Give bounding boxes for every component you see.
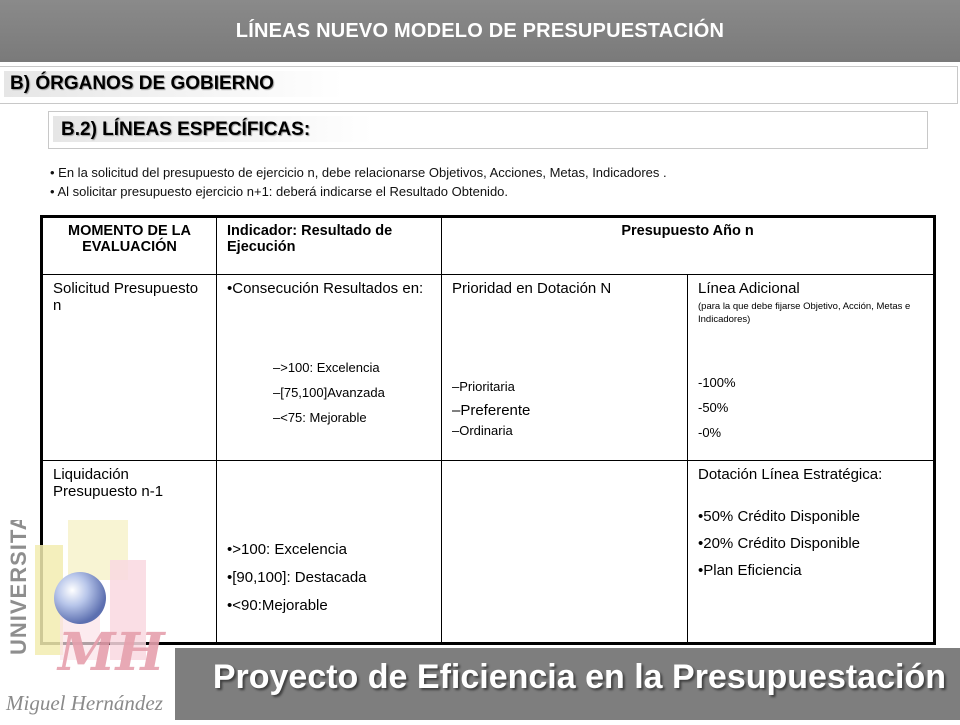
list-item: •[90,100]: Destacada — [227, 569, 367, 586]
logo-graphic — [0, 520, 175, 720]
momento-text: Liquidación Presupuesto n-1 — [53, 466, 164, 500]
momento-text: Solicitud Presupuesto n — [53, 280, 199, 314]
prioridad-title: Prioridad en Dotación N — [452, 280, 612, 297]
list-item: •50% Crédito Disponible — [698, 508, 861, 525]
logo-vertical-text: UNIVERSITAS — [6, 520, 31, 655]
cell-dotacion-linea — [688, 461, 935, 644]
logo-mark: MH — [58, 622, 165, 683]
list-item: –Prioritaria — [452, 379, 515, 394]
list-item: •<90:Mejorable — [227, 597, 328, 614]
list-item: •>100: Excelencia — [227, 541, 347, 558]
page-title: LÍNEAS NUEVO MODELO DE PRESUPUESTACIÓN — [235, 19, 725, 42]
cell-momento-solicitud — [42, 275, 217, 461]
bullet-item: • Al solicitar presupuesto ejercicio n+1: deberá indicarse el Resultado Obtenido. — [50, 184, 509, 199]
header-momento: MOMENTO DE LA EVALUACIÓN — [42, 217, 217, 275]
linea-title: Línea Adicional — [698, 280, 800, 297]
table-header-row — [42, 217, 935, 275]
indicador-list — [227, 355, 431, 430]
logo-name: Miguel Hernández — [6, 691, 163, 715]
list-item: •Plan Eficiencia — [698, 562, 802, 579]
linea-list — [698, 370, 923, 445]
list-item: –Preferente — [452, 402, 531, 419]
bullet-text: En la solicitud del presupuesto de ejercicio n, debe relacionarse Objetivos, Acciones, Metas, Indicadores . — [58, 165, 667, 180]
indicador-list — [227, 536, 431, 620]
section-b-box — [0, 66, 958, 104]
section-b2-box — [48, 111, 928, 149]
linea-note: (para la que debe fijarse Objetivo, Acción, Metas e Indicadores) — [698, 301, 911, 325]
cell-indicador-solicitud — [217, 275, 442, 461]
list-item: •20% Crédito Disponible — [698, 535, 861, 552]
dotacion-list — [698, 503, 923, 584]
section-b-title: B) ÓRGANOS DE GOBIERNO — [10, 73, 274, 94]
footer-bar — [175, 648, 960, 720]
list-item: -100% — [698, 375, 736, 390]
cell-prioridad — [442, 275, 688, 461]
list-item: -50% — [698, 400, 729, 415]
header-presupuesto: Presupuesto Año n — [442, 217, 935, 275]
intro-bullets — [50, 163, 930, 201]
cell-linea-adicional — [688, 275, 935, 461]
list-item: –Ordinaria — [452, 423, 513, 438]
cell-indicador-liquidacion — [217, 461, 442, 644]
list-item: –>100: Excelencia — [273, 360, 380, 375]
section-b2-title: B.2) LÍNEAS ESPECÍFICAS: — [61, 119, 311, 140]
university-logo — [0, 520, 175, 720]
table-row — [42, 461, 935, 644]
bullet-text: Al solicitar presupuesto ejercicio n+1: deberá indicarse el Resultado Obtenido. — [57, 184, 509, 199]
indicador-title: •Consecución Resultados en: — [227, 280, 424, 297]
header-indicador: Indicador: Resultado de Ejecución — [217, 217, 442, 275]
cell-empty — [442, 461, 688, 644]
table-row — [42, 275, 935, 461]
prioridad-list — [452, 375, 677, 439]
dotacion-title: Dotación Línea Estratégica: — [698, 466, 883, 483]
list-item: -0% — [698, 425, 722, 440]
bullet-item: • En la solicitud del presupuesto de ejercicio n, debe relacionarse Objetivos, Acciones, Metas, Indicadores . — [50, 165, 667, 180]
list-item: –<75: Mejorable — [273, 410, 367, 425]
list-item: –[75,100]Avanzada — [273, 385, 385, 400]
footer-title: Proyecto de Eficiencia en la Presupuestación — [212, 658, 946, 696]
